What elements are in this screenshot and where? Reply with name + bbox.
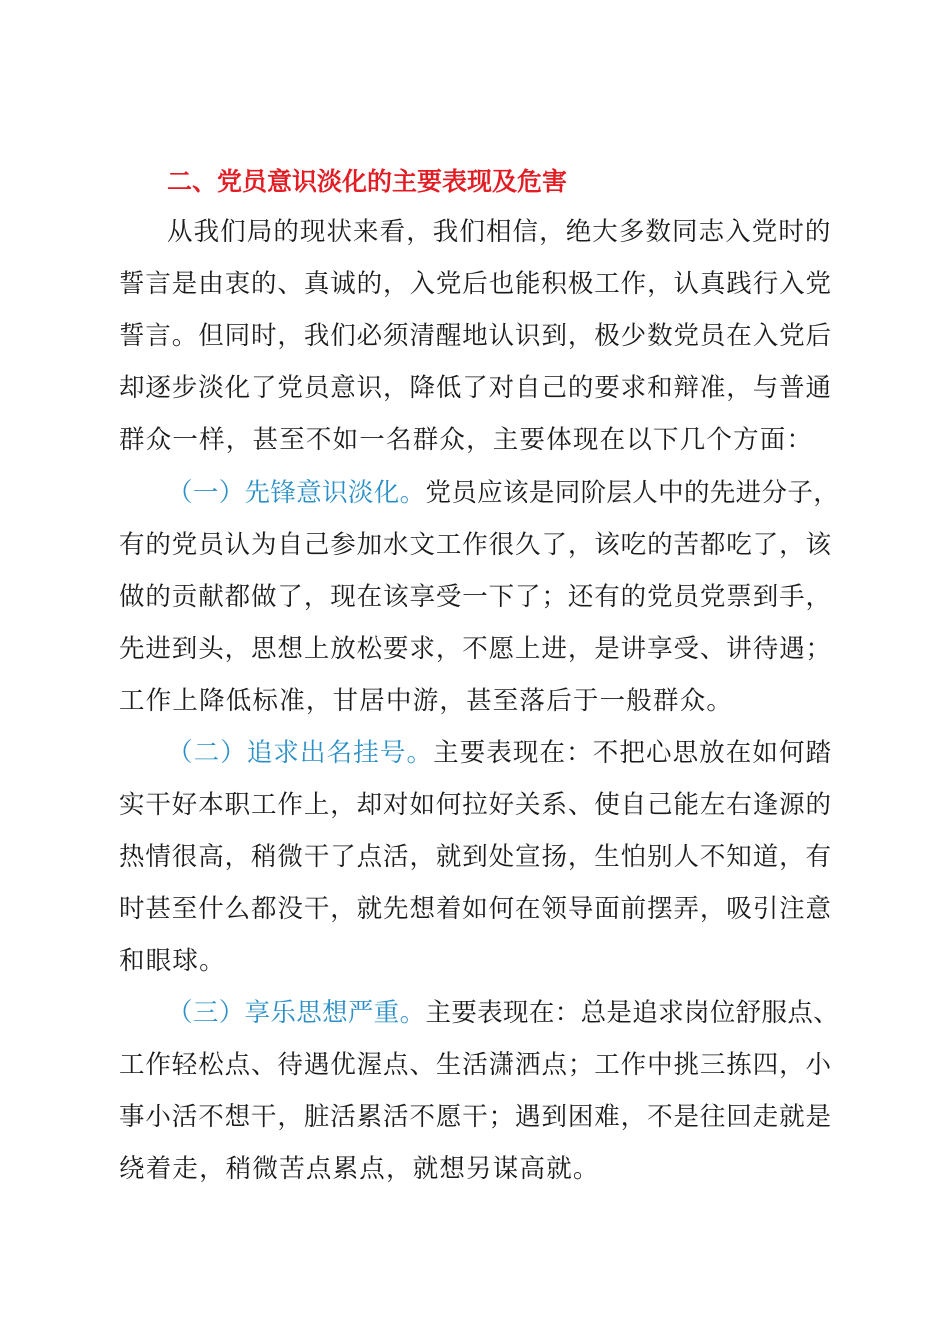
section-first-line	[167, 473, 839, 513]
paragraph-line: 和眼球。	[119, 946, 226, 976]
subheading-two: （二）追求出名挂号。	[167, 738, 434, 768]
paragraph-line: 先进到头，思想上放松要求，不愿上进，是讲享受、讲待遇；	[119, 634, 832, 664]
paragraph-line: 却逐步淡化了党员意识，降低了对自己的要求和辩准，与普通	[119, 373, 832, 403]
section-text: 党员应该是同阶层人中的先进分子，	[425, 478, 840, 508]
paragraph-line: 实干好本职工作上，却对如何拉好关系、使自己能左右逢源的	[119, 790, 832, 820]
subheading-three: （三）享乐思想严重。	[167, 998, 426, 1028]
section-first-line	[167, 733, 832, 773]
section-text: 主要表现在：不把心思放在如何踏	[433, 738, 833, 768]
section-heading: 二、党员意识淡化的主要表现及危害	[167, 167, 568, 196]
paragraph-line: 时甚至什么都没干，就先想着如何在领导面前摆弄，吸引注意	[119, 894, 832, 924]
paragraph-line: 有的党员认为自己参加水文工作很久了，该吃的苦都吃了，该	[119, 530, 832, 560]
paragraph-line: 事小活不想干，脏活累活不愿干；遇到困难，不是往回走就是	[119, 1102, 832, 1132]
paragraph-line: 工作轻松点、待遇优渥点、生活潇洒点；工作中挑三拣四，小	[119, 1050, 832, 1080]
paragraph-line: 从我们局的现状来看，我们相信，绝大多数同志入党时的	[167, 217, 832, 247]
section-first-line	[167, 993, 839, 1033]
subheading-one: （一）先锋意识淡化。	[167, 478, 426, 508]
paragraph-line: 工作上降低标准，甘居中游，甚至落后于一般群众。	[119, 686, 734, 716]
paragraph-line: 誓言是由衷的、真诚的，入党后也能积极工作，认真践行入党	[119, 269, 832, 299]
paragraph-line: 热情很高，稍微干了点活，就到处宣扬，生怕别人不知道，有	[119, 842, 832, 872]
section-text: 主要表现在：总是追求岗位舒服点、	[425, 998, 840, 1028]
paragraph-line: 群众一样，甚至不如一名群众，主要体现在以下几个方面：	[119, 425, 814, 455]
paragraph-line: 绕着走，稍微苦点累点，就想另谋高就。	[119, 1154, 600, 1184]
paragraph-line: 誓言。但同时，我们必须清醒地认识到，极少数党员在入党后	[119, 321, 832, 351]
paragraph-line: 做的贡献都做了，现在该享受一下了；还有的党员党票到手，	[119, 582, 832, 612]
